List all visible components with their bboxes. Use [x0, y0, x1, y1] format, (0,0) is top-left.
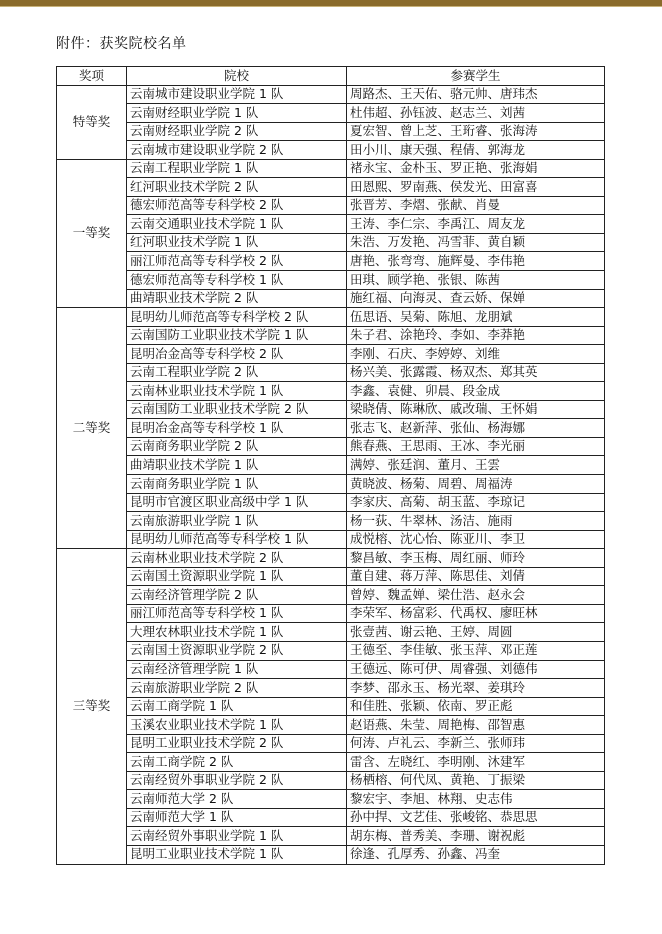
students-cell: 满婷、张廷润、董月、王雲 [347, 456, 605, 475]
students-cell: 成悦榕、沈心怡、陈亚川、李卫 [347, 530, 605, 549]
school-cell: 云南师范大学 2 队 [127, 790, 347, 809]
table-row [57, 845, 605, 864]
students-cell: 李荣军、杨富彩、代禹权、廖旺林 [347, 604, 605, 623]
school-cell: 云南国防工业职业技术学院 1 队 [127, 326, 347, 345]
table-row [57, 586, 605, 605]
students-cell: 张志飞、赵新萍、张仙、杨海娜 [347, 419, 605, 438]
students-cell: 杨栖榕、何代凤、黄艳、丁振梁 [347, 771, 605, 790]
students-cell: 张壹茜、谢云艳、王婷、周圆 [347, 623, 605, 642]
school-cell: 云南城市建设职业学院 2 队 [127, 141, 347, 160]
students-cell: 黎昌敏、李玉梅、周红丽、师玲 [347, 549, 605, 568]
students-cell: 杨兴美、张露霞、杨双杰、郑其英 [347, 363, 605, 382]
table-row [57, 289, 605, 308]
students-cell: 杜伟超、孙钰波、赵志兰、刘茜 [347, 104, 605, 123]
table-row [57, 679, 605, 698]
school-cell: 昆明冶金高等专科学校 2 队 [127, 345, 347, 364]
school-cell: 昆明冶金高等专科学校 1 队 [127, 419, 347, 438]
table-row [57, 753, 605, 772]
students-cell: 曾婷、魏孟婵、梁仕浩、赵永会 [347, 586, 605, 605]
top-decorative-line [0, 6, 662, 7]
table-body [57, 85, 605, 864]
table-row [57, 104, 605, 123]
school-cell: 丽江师范高等专科学校 1 队 [127, 604, 347, 623]
header-row [57, 67, 605, 86]
school-cell: 云南交通职业技术学院 1 队 [127, 215, 347, 234]
students-cell: 黎宏宇、李旭、林翔、史志伟 [347, 790, 605, 809]
students-cell: 徐逢、孔厚秀、孙鑫、冯奎 [347, 845, 605, 864]
school-cell: 大理农林职业技术学院 1 队 [127, 623, 347, 642]
table-row [57, 549, 605, 568]
school-cell: 云南工程职业学院 1 队 [127, 159, 347, 178]
students-cell: 朱子君、涂艳玲、李如、李莽艳 [347, 326, 605, 345]
school-cell: 云南城市建设职业学院 1 队 [127, 85, 347, 104]
school-cell: 曲靖职业技术学院 2 队 [127, 289, 347, 308]
school-cell: 德宏师范高等专科学校 2 队 [127, 196, 347, 215]
students-cell: 朱浩、万发艳、冯雪菲、黄自颖 [347, 233, 605, 252]
table-row [57, 308, 605, 327]
school-cell: 云南商务职业学院 1 队 [127, 475, 347, 494]
table-row [57, 233, 605, 252]
table-row [57, 734, 605, 753]
students-cell: 王德至、李佳敏、张玉萍、邓正莲 [347, 641, 605, 660]
school-cell: 云南工商学院 2 队 [127, 753, 347, 772]
table-row [57, 215, 605, 234]
school-cell: 昆明工业职业技术学院 2 队 [127, 734, 347, 753]
header-prize: 奖项 [57, 67, 127, 86]
prize-cell: 特等奖 [57, 85, 127, 159]
table-row [57, 400, 605, 419]
school-cell: 红河职业技术学院 1 队 [127, 233, 347, 252]
table-row [57, 271, 605, 290]
table-row [57, 716, 605, 735]
table-row [57, 660, 605, 679]
school-cell: 云南财经职业学院 1 队 [127, 104, 347, 123]
table-row [57, 512, 605, 531]
students-cell: 唐艳、张弯弯、施辉曼、李伟艳 [347, 252, 605, 271]
table-row [57, 530, 605, 549]
school-cell: 云南商务职业学院 2 队 [127, 437, 347, 456]
students-cell: 田恩熙、罗南燕、侯发光、田富喜 [347, 178, 605, 197]
table-row [57, 159, 605, 178]
students-cell: 和佳胜、张颖、依南、罗正彪 [347, 697, 605, 716]
students-cell: 李梦、邵永玉、杨光翠、姜琪玲 [347, 679, 605, 698]
students-cell: 褚永宝、金朴玉、罗正艳、张海娟 [347, 159, 605, 178]
school-cell: 云南国土资源职业学院 1 队 [127, 567, 347, 586]
school-cell: 云南工程职业学院 2 队 [127, 363, 347, 382]
school-cell: 云南经济管理学院 1 队 [127, 660, 347, 679]
page-heading: 附件：获奖院校名单 [56, 36, 187, 52]
table-row [57, 196, 605, 215]
school-cell: 云南国土资源职业学院 2 队 [127, 641, 347, 660]
school-cell: 云南林业职业技术学院 2 队 [127, 549, 347, 568]
school-cell: 玉溪农业职业技术学院 1 队 [127, 716, 347, 735]
students-cell: 伍思语、吴菊、陈旭、龙朋斌 [347, 308, 605, 327]
students-cell: 王德远、陈可伊、周睿强、刘德伟 [347, 660, 605, 679]
header-students: 参赛学生 [347, 67, 605, 86]
school-cell: 云南经济管理学院 2 队 [127, 586, 347, 605]
school-cell: 云南工商学院 1 队 [127, 697, 347, 716]
students-cell: 张晋芳、李熠、张献、肖曼 [347, 196, 605, 215]
table-row [57, 141, 605, 160]
prize-cell: 二等奖 [57, 308, 127, 549]
table-row [57, 85, 605, 104]
students-cell: 孙中捍、文艺佳、张峻铭、恭思思 [347, 808, 605, 827]
students-cell: 李鑫、袁健、卯晨、段金成 [347, 382, 605, 401]
students-cell: 雷含、左晓红、李明刚、沐建军 [347, 753, 605, 772]
students-cell: 李刚、石庆、李婷婷、刘维 [347, 345, 605, 364]
table-row [57, 456, 605, 475]
table-row [57, 345, 605, 364]
students-cell: 熊春燕、王思雨、王冰、李光丽 [347, 437, 605, 456]
students-cell: 田小川、康天强、程倩、郭海龙 [347, 141, 605, 160]
school-cell: 德宏师范高等专科学校 1 队 [127, 271, 347, 290]
students-cell: 周路杰、王天佑、骆元帅、唐玮杰 [347, 85, 605, 104]
school-cell: 昆明幼儿师范高等专科学校 2 队 [127, 308, 347, 327]
school-cell: 昆明市官渡区职业高级中学 1 队 [127, 493, 347, 512]
school-cell: 昆明工业职业技术学院 1 队 [127, 845, 347, 864]
table-row [57, 475, 605, 494]
students-cell: 李家庆、高菊、胡玉蓝、李琼记 [347, 493, 605, 512]
students-cell: 王涛、李仁宗、李禹江、周友龙 [347, 215, 605, 234]
header-school: 院校 [127, 67, 347, 86]
school-cell: 云南财经职业学院 2 队 [127, 122, 347, 141]
table-row [57, 419, 605, 438]
school-cell: 云南师范大学 1 队 [127, 808, 347, 827]
table-row [57, 252, 605, 271]
table-row [57, 122, 605, 141]
students-cell: 夏宏智、曾上芝、王珩睿、张海涛 [347, 122, 605, 141]
table-row [57, 697, 605, 716]
table-row [57, 326, 605, 345]
students-cell: 梁晓倩、陈琳欣、戚改瑞、王怀娟 [347, 400, 605, 419]
students-cell: 黄晓波、杨菊、周碧、周福涛 [347, 475, 605, 494]
students-cell: 赵语燕、朱莹、周艳梅、邵智惠 [347, 716, 605, 735]
students-cell: 胡东梅、普秀美、李珊、谢祝彪 [347, 827, 605, 846]
table-row [57, 178, 605, 197]
school-cell: 丽江师范高等专科学校 2 队 [127, 252, 347, 271]
table-row [57, 623, 605, 642]
prize-cell: 三等奖 [57, 549, 127, 864]
awards-table [56, 66, 605, 865]
students-cell: 何涛、卢礼云、李新兰、张师玮 [347, 734, 605, 753]
students-cell: 田琪、顾学艳、张银、陈茜 [347, 271, 605, 290]
students-cell: 董自建、蒋万萍、陈思佳、刘倩 [347, 567, 605, 586]
students-cell: 施红福、向海灵、查云娇、保婵 [347, 289, 605, 308]
school-cell: 曲靖职业技术学院 1 队 [127, 456, 347, 475]
table-row [57, 641, 605, 660]
school-cell: 云南经贸外事职业学院 2 队 [127, 771, 347, 790]
table-row [57, 827, 605, 846]
table-row [57, 493, 605, 512]
table-row [57, 790, 605, 809]
school-cell: 云南国防工业职业技术学院 2 队 [127, 400, 347, 419]
school-cell: 云南经贸外事职业学院 1 队 [127, 827, 347, 846]
table-row [57, 604, 605, 623]
school-cell: 昆明幼儿师范高等专科学校 1 队 [127, 530, 347, 549]
prize-cell: 一等奖 [57, 159, 127, 307]
school-cell: 红河职业技术学院 2 队 [127, 178, 347, 197]
school-cell: 云南旅游职业学院 1 队 [127, 512, 347, 531]
table-row [57, 437, 605, 456]
students-cell: 杨一荻、牛翠林、汤洁、施雨 [347, 512, 605, 531]
table-row [57, 363, 605, 382]
table-header [57, 67, 605, 86]
table-row [57, 808, 605, 827]
table-row [57, 771, 605, 790]
table-row [57, 567, 605, 586]
school-cell: 云南林业职业技术学院 1 队 [127, 382, 347, 401]
table-row [57, 382, 605, 401]
school-cell: 云南旅游职业学院 2 队 [127, 679, 347, 698]
